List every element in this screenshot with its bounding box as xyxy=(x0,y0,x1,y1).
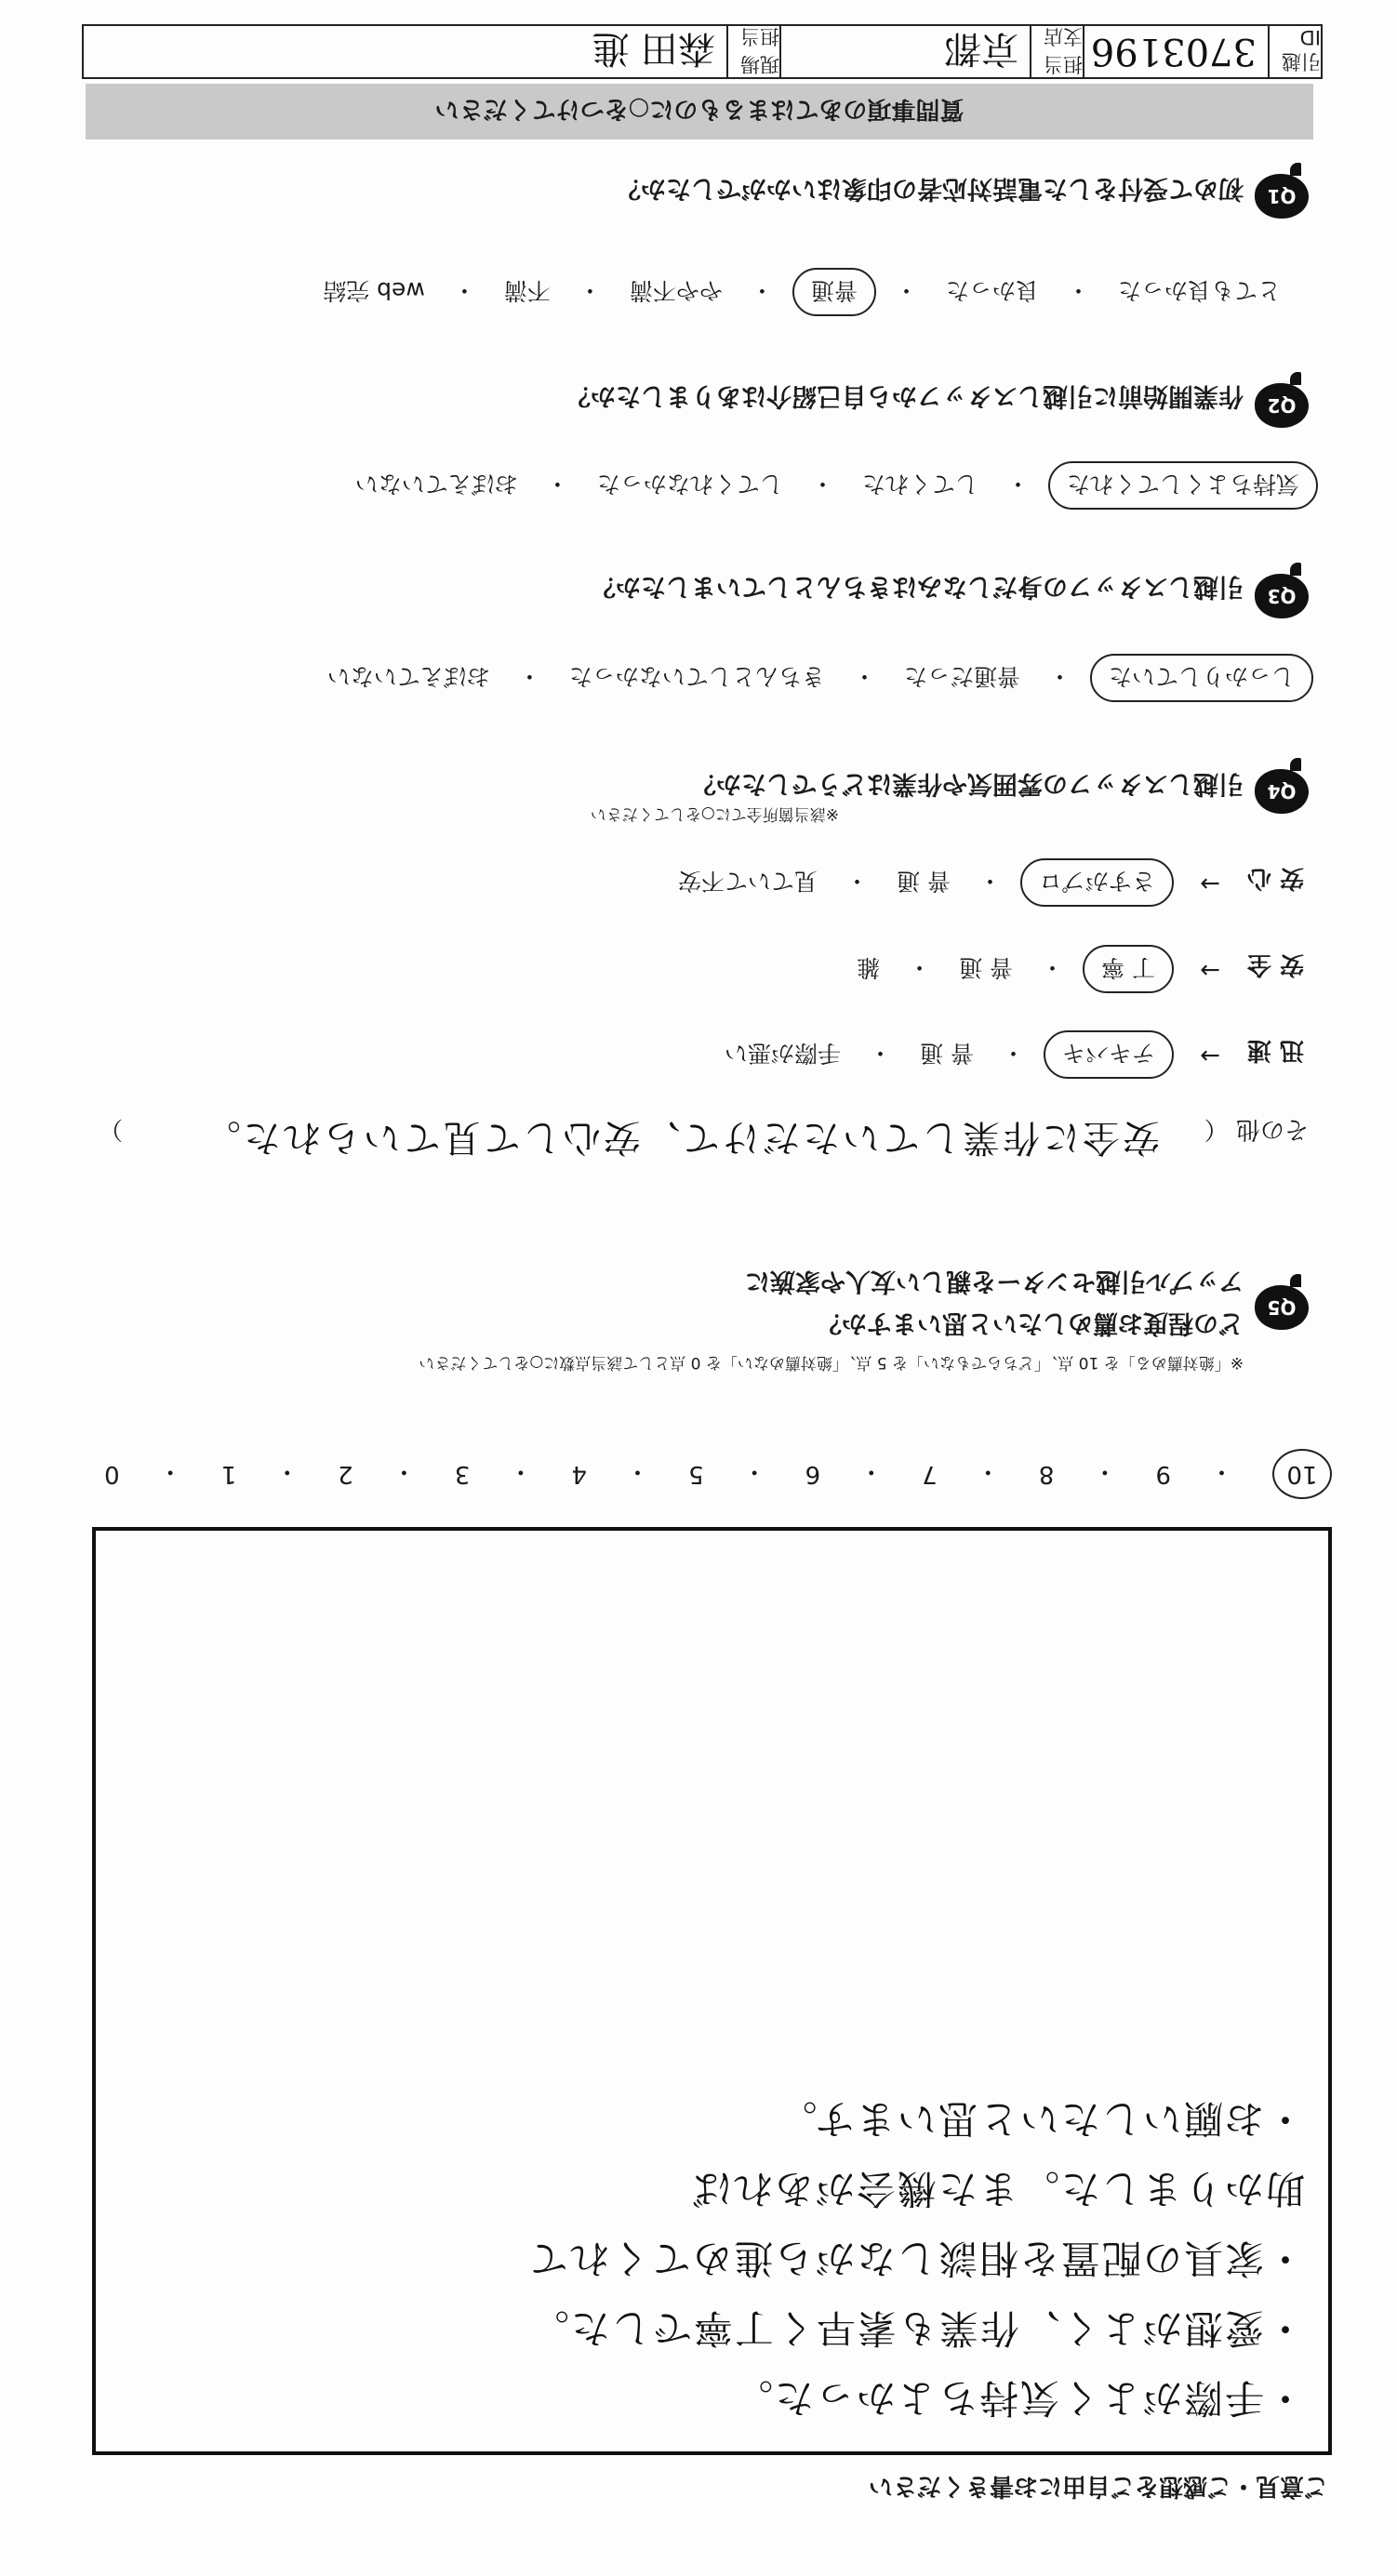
q5-note: ※「絶対薦める」を 10 点、「どちらでもない」を 5 点、「絶対薦めない」を 0 点として該当点数に○をしてください xyxy=(419,1353,1244,1372)
q1-option-selected[interactable]: 普通 xyxy=(792,268,876,316)
q4-option[interactable]: 手際が悪い xyxy=(724,1040,841,1067)
q5-scale: 10 ・ 9 ・ 8 ・ 7 ・ 6 ・ 5 ・ 4 ・ 3 ・ 2 ・ 1 ・ 0 xyxy=(104,1446,1332,1502)
q1-option[interactable]: 不満 xyxy=(503,277,551,304)
q4-row-label: 安 全 xyxy=(1246,950,1304,978)
q5-score[interactable]: 3 xyxy=(454,1460,471,1488)
q5-score-selected[interactable]: 10 xyxy=(1272,1449,1332,1499)
q3-option[interactable]: 普通だった xyxy=(903,663,1020,690)
comment-line: ・愛想がよく、作業も素早く丁寧でした。 xyxy=(527,2305,1305,2351)
q4-icon: Q4 xyxy=(1255,769,1309,814)
q2-option[interactable]: おぼえていない xyxy=(354,471,518,498)
arrow-icon: → xyxy=(1200,870,1220,897)
instruction-banner: 質問事項のあてはまるものに○をつけてください xyxy=(86,84,1313,139)
q2-option-selected[interactable]: 気持ちよくしてくれた xyxy=(1048,461,1318,510)
q4-row-label: 迅 速 xyxy=(1246,1036,1304,1064)
q4-other-label: その他 （ xyxy=(1204,1115,1309,1143)
q1-option[interactable]: やや不満 xyxy=(629,277,723,304)
q2-option[interactable]: してくれなかった xyxy=(596,471,783,498)
q4-row-options: テキパキ ・ 普 通 ・ 手際が悪い xyxy=(715,1030,1174,1079)
q4-other-close: ） xyxy=(98,1115,123,1143)
comment-title: ご意見・ご感想をご自由にお書きください xyxy=(868,2472,1328,2500)
q4-note: ※該当箇所全てに○をしてください xyxy=(590,804,839,823)
q4-option-selected[interactable]: 丁 寧 xyxy=(1083,945,1174,993)
comment-line: 助かりました。また機会があれば xyxy=(690,2166,1305,2211)
q2-option[interactable]: してくれた xyxy=(861,471,978,498)
q1-text: 初めて受付をした電話対応者の印象はいかがでしたか？ xyxy=(616,174,1244,203)
q5-score[interactable]: 5 xyxy=(688,1460,704,1488)
q4-option[interactable]: 雑 xyxy=(857,954,881,981)
q1-options: とても良かった ・ 良かった ・ 普通 ・ やや不満 ・ 不満 ・ web 完結 xyxy=(313,268,1290,316)
arrow-icon: → xyxy=(1200,1042,1220,1069)
header-fields xyxy=(82,24,1323,79)
q5-text-line1: アップル引越センターを親しい友人や家族に xyxy=(745,1267,1244,1295)
q4-text: 引越しスタッフの雰囲気や作業はどうでしたか？ xyxy=(691,769,1244,798)
q4-row-options: さすがプロ ・ 普 通 ・ 見ていて不安 xyxy=(669,858,1174,907)
q4-option[interactable]: 普 通 xyxy=(920,1040,974,1067)
id-value: 3703196 xyxy=(1083,26,1268,77)
q3-option[interactable]: おぼえていない xyxy=(326,663,490,690)
comment-line: ・家具の配置を相談しながら進めてくれて xyxy=(526,2236,1305,2281)
q5-score[interactable]: 4 xyxy=(571,1460,587,1488)
q3-icon: Q3 xyxy=(1255,574,1309,618)
q3-option[interactable]: きちんとしていなかった xyxy=(568,663,825,690)
q1-option[interactable]: とても良かった xyxy=(1117,277,1281,304)
staff-label: 現場担当 xyxy=(726,26,779,77)
q4-option[interactable]: 見ていて不安 xyxy=(677,868,818,895)
q1-icon: Q1 xyxy=(1255,174,1309,219)
q5-score[interactable]: 1 xyxy=(220,1460,237,1488)
q3-option-selected[interactable]: しっかりしていた xyxy=(1090,654,1313,702)
q5-score[interactable]: 0 xyxy=(104,1460,120,1488)
q2-text: 作業開始前に引越しスタッフから自己紹介はありましたか？ xyxy=(565,381,1244,410)
q5-icon: Q5 xyxy=(1255,1285,1309,1330)
q4-option-selected[interactable]: テキパキ xyxy=(1044,1030,1174,1079)
comment-box[interactable] xyxy=(92,1527,1332,2500)
q3-options: しっかりしていた ・ 普通だった ・ きちんとしていなかった ・ おぼえていない xyxy=(318,654,1313,702)
q2-options: 気持ちよくしてくれた ・ してくれた ・ してくれなかった ・ おぼえていない xyxy=(346,461,1318,510)
q4-option-selected[interactable]: さすがプロ xyxy=(1020,858,1174,907)
q4-row-options: 丁 寧 ・ 普 通 ・ 雑 xyxy=(847,945,1174,993)
comment-line: ・お願いしたいと思います。 xyxy=(776,2096,1305,2142)
q5-score[interactable]: 2 xyxy=(338,1460,353,1488)
q5-text-line2: どの程度お薦めしたいと思いますか？ xyxy=(817,1308,1244,1337)
comment-line: ・手際がよく気持ちよかった。 xyxy=(731,2375,1305,2421)
staff-value: 森田 進 xyxy=(592,27,715,70)
q5-score[interactable]: 7 xyxy=(922,1460,938,1488)
arrow-icon: → xyxy=(1200,956,1220,984)
q5-score[interactable]: 9 xyxy=(1155,1460,1171,1488)
q4-option[interactable]: 普 通 xyxy=(959,954,1014,981)
q4-option[interactable]: 普 通 xyxy=(897,868,951,895)
q4-row-label: 安 心 xyxy=(1246,864,1304,892)
id-label: 引越ID xyxy=(1268,26,1321,77)
q1-option[interactable]: 良かった xyxy=(945,277,1039,304)
q5-score[interactable]: 6 xyxy=(805,1460,821,1488)
q4-other-handwriting: 安全に作業していただけて、安心して見ていられた。 xyxy=(200,1116,1160,1159)
q3-text: 引越しスタッフの身だしなみはきちんとしていましたか？ xyxy=(591,572,1244,601)
q5-score[interactable]: 8 xyxy=(1038,1460,1055,1488)
branch-value: 京都 xyxy=(779,26,1030,77)
q1-option[interactable]: web 完結 xyxy=(323,277,425,304)
branch-label: 担当支店 xyxy=(1030,26,1083,77)
q2-icon: Q2 xyxy=(1255,383,1309,428)
